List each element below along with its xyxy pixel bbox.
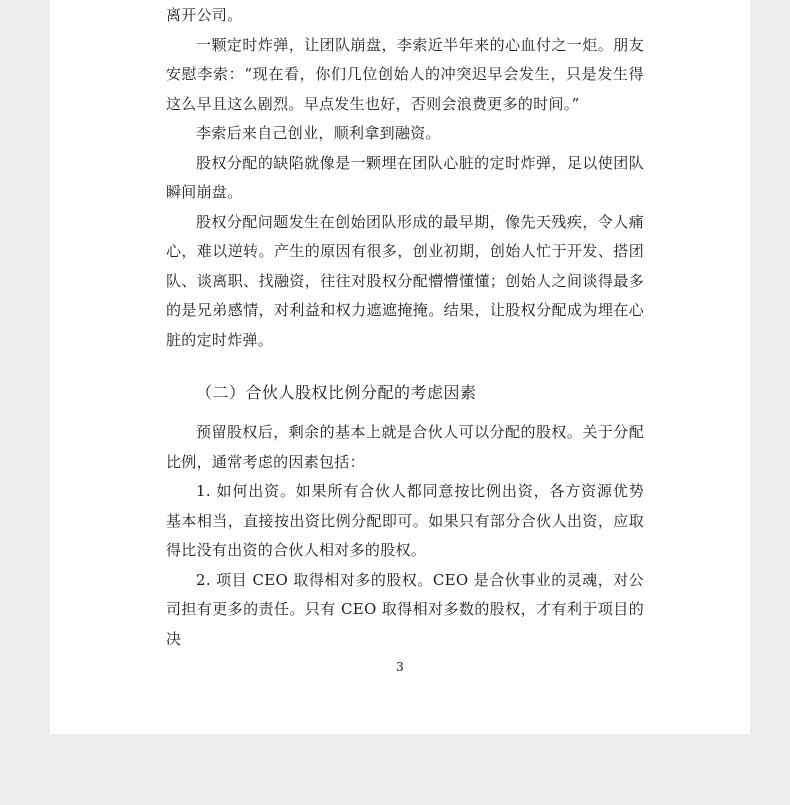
section-heading: （二）合伙人股权比例分配的考虑因素 xyxy=(196,383,477,402)
page-number: 3 xyxy=(396,660,404,674)
paragraph-equity-problem: 股权分配问题发生在创始团队形成的最早期，像先天残疾，令人痛心，难以逆转。产生的原因有很多，创业初期，创始人忙于开发、搭团队、谈离职、找融资，往往对股权分配懵懵懂懂；创始人之间谈得最多的是兄弟感情，对利益和权力遮遮掩掩。结果，让股权分配成为埋在心脏的定时炸弹。 xyxy=(166,212,644,349)
document-page xyxy=(50,0,750,734)
paragraph-time-bomb: 一颗定时炸弹，让团队崩盘，李索近半年来的心血付之一炬。朋友安慰李索：“现在看，你们几位创始人的冲突迟早会发生，只是发生得这么早且这么剧烈。早点发生也好，否则会浪费更多的时间。” xyxy=(166,35,644,113)
paragraph-factor-investment: 1. 如何出资。如果所有合伙人都同意按比例出资，各方资源优势基本相当，直接按出资比例分配即可。如果只有部分合伙人出资，应取得比没有出资的合伙人相对多的股权。 xyxy=(166,482,644,559)
paragraph-continuation: 离开公司。 xyxy=(166,6,243,24)
upper-text-block xyxy=(166,1,644,355)
lower-text-block xyxy=(166,418,644,654)
paragraph-li-suo-startup: 李索后来自己创业，顺利拿到融资。 xyxy=(196,124,441,142)
paragraph-equity-defect: 股权分配的缺陷就像是一颗埋在团队心脏的定时炸弹，足以使团队瞬间崩盘。 xyxy=(166,153,644,201)
paragraph-factor-ceo: 2. 项目 CEO 取得相对多的股权。CEO 是合伙事业的灵魂，对公司担有更多的责任。只有 CEO 取得相对多数的股权，才有利于项目的决 xyxy=(166,570,644,648)
paragraph-reserved-equity: 预留股权后，剩余的基本上就是合伙人可以分配的股权。关于分配比例，通常考虑的因素包括： xyxy=(166,423,644,471)
